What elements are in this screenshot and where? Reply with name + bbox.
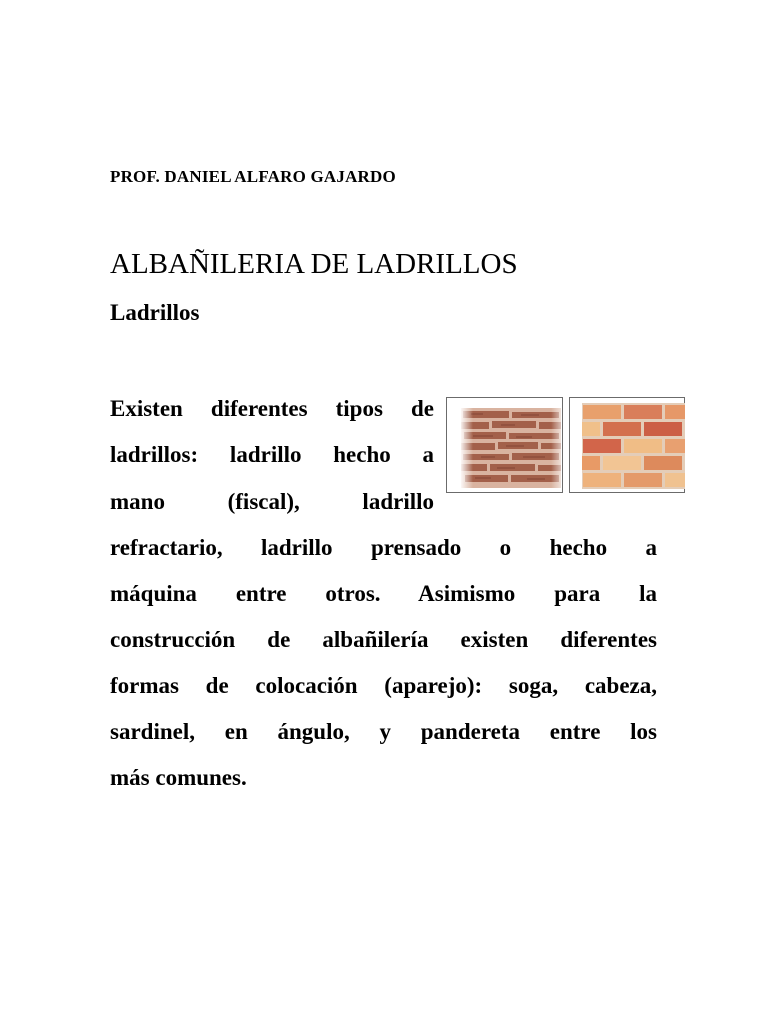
paragraph-line-8: sardinel, en ángulo, y pandereta entre los <box>110 719 657 744</box>
pressed-brick-wall-icon <box>582 403 685 489</box>
paragraph-line-5: máquina entre otros. Asimismo para la <box>110 581 657 606</box>
pressed-brick-wall-image <box>569 397 685 493</box>
author-name: PROF. DANIEL ALFARO GAJARDO <box>110 167 396 186</box>
paragraph-line-3: mano (fiscal), ladrillo <box>110 489 434 514</box>
paragraph-line-2: ladrillos: ladrillo hecho a <box>110 442 434 467</box>
section-subtitle: Ladrillos <box>110 300 200 325</box>
paragraph-line-1: Existen diferentes tipos de <box>110 396 434 421</box>
paragraph-line-6: construcción de albañilería existen diferentes <box>110 627 657 652</box>
handmade-brick-wall-image <box>446 397 563 493</box>
document-title: ALBAÑILERIA DE LADRILLOS <box>110 248 518 280</box>
paragraph-line-9: más comunes. <box>110 765 247 790</box>
paragraph-line-4: refractario, ladrillo prensado o hecho a <box>110 535 657 560</box>
handmade-brick-wall-icon <box>461 408 561 488</box>
paragraph-line-7: formas de colocación (aparejo): soga, cabeza, <box>110 673 657 698</box>
